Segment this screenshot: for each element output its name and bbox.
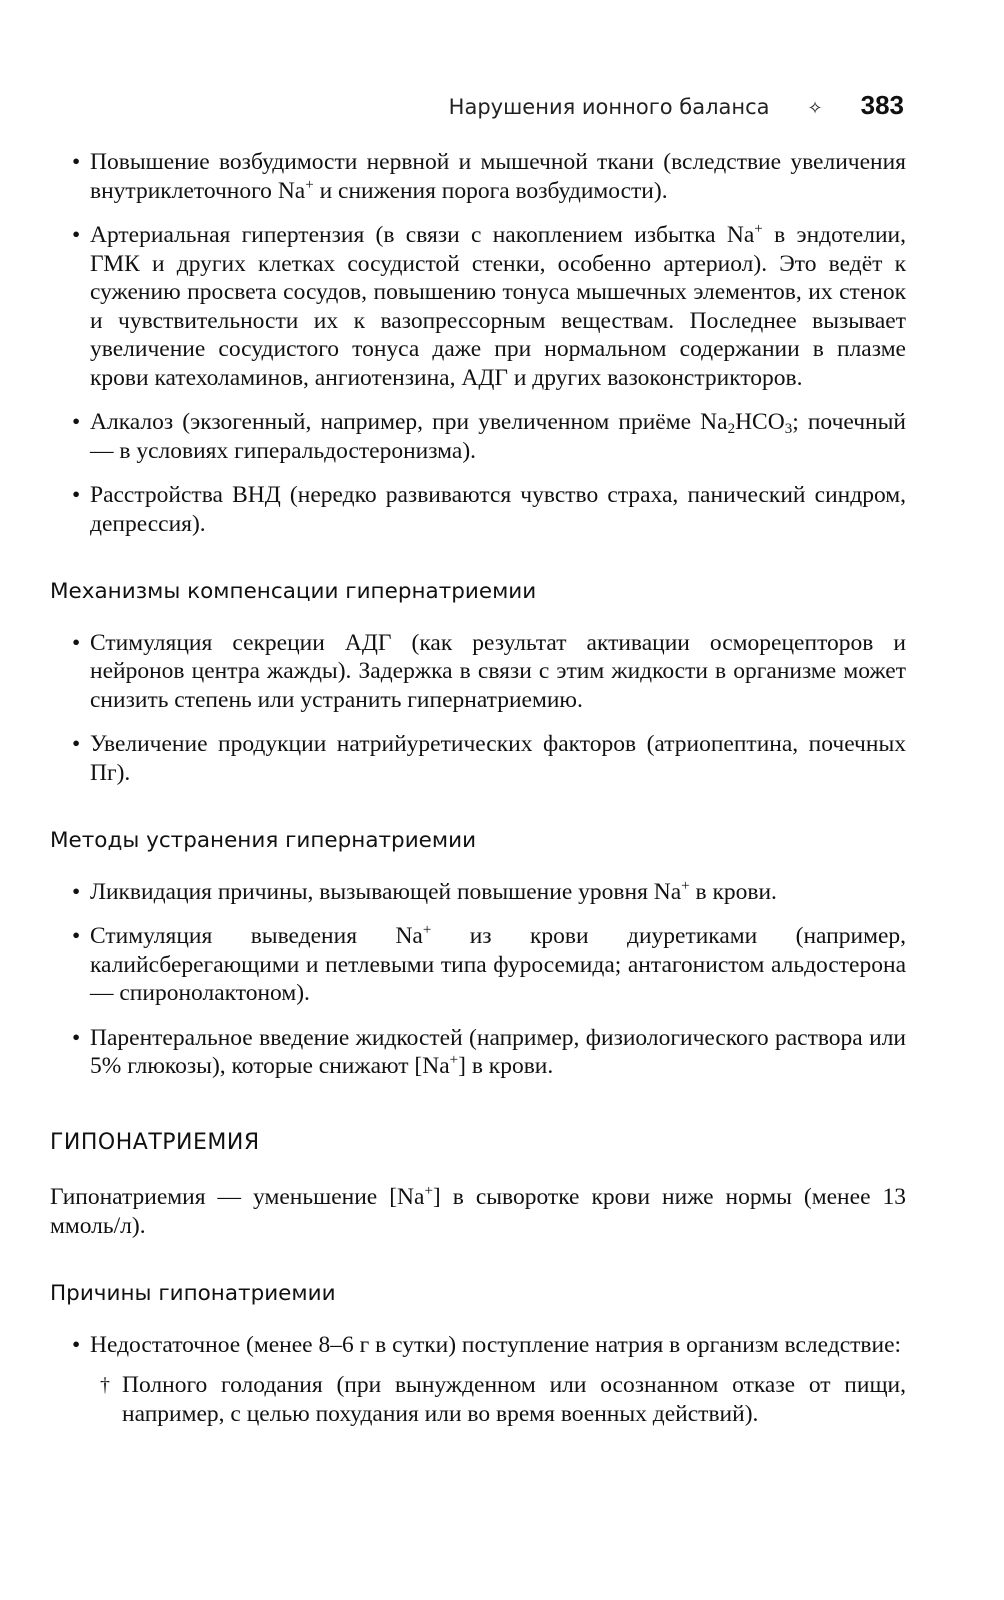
item-text: Стимуляция секреции АДГ (как результат активации осморецепторов и нейронов центра жажды). Задержка в связи с этим жидкости в организме может снизить степень или устранить гипернатриемию. [90, 629, 906, 713]
item-text: Расстройства ВНД (нередко развиваются чувство страха, панический синдром, депрессия). [90, 482, 906, 537]
sodium-ion: Na+ [277, 176, 314, 204]
item-text: из крови диуретиками (например, калийсберегающими и петлевыми типа фуросемида; антагонистом альдостерона — спиронолактоном). [90, 923, 906, 1006]
sodium-ion: Na+ [422, 1052, 459, 1079]
item-text: в эндотелии, ГМК и других клетках сосудистой стенки, особенно артериол). Это ведёт к сужению просвета сосудов, повышению тонуса мышечных элементов, их стенок и чувствительности их к вазопрессорным веществам. Последнее вызывает увеличение сосудистого тонуса даже при нормальном содержании в плазме крови катехоламинов, ангиотензина, АДГ и других вазоконстрикторов. [90, 222, 906, 391]
sodium-ion: Na+ [397, 1183, 433, 1210]
item-text: Повышение возбудимости нервной и мышечной ткани (вследствие увеличения внутриклеточного [90, 149, 906, 204]
subscript: 3 [784, 421, 793, 437]
list-item [50, 1331, 906, 1429]
list-item [50, 148, 906, 205]
item-text: и снижения порога возбудимости). [313, 177, 668, 204]
item-text: в крови. [689, 878, 777, 905]
dagger-marker-icon: † [100, 1374, 110, 1396]
section-heading-compensation: Механизмы компенсации гипернатриемии [50, 579, 537, 604]
item-text: Стимуляция выведения [90, 923, 396, 949]
section-heading-causes: Причины гипонатриемии [50, 1281, 336, 1306]
list-item [50, 1024, 906, 1081]
list-item [50, 221, 906, 392]
item-text: ; почечный — в условиях гиперальдостеронизма). [90, 409, 906, 464]
list-item [50, 878, 906, 907]
paragraph-text: Гипонатриемия — уменьшение [ [50, 1184, 398, 1210]
subscript: 2 [727, 421, 736, 437]
item-text: Ликвидация причины, вызывающей повышение уровня [90, 878, 654, 905]
item-text: Недостаточное (менее 8–6 г в сутки) поступление натрия в организм вследствие: [90, 1331, 902, 1358]
sodium-ion: Na+ [653, 877, 690, 905]
list-item [50, 481, 906, 538]
item-text: Артериальная гипертензия (в связи с накоплением избытка [90, 222, 727, 248]
page-body [50, 148, 906, 1444]
list-item [50, 730, 906, 787]
definition-paragraph [50, 1183, 906, 1240]
section-heading-methods: Методы устранения гипернатриемии [50, 828, 477, 853]
chapter-heading-hyponatremia: ГИПОНАТРИЕМИЯ [50, 1129, 260, 1155]
item-text: Парентеральное введение жидкостей (например, физиологического раствора или 5% глюкозы), которые снижают [ [90, 1024, 906, 1079]
paragraph-text: ] в сыворотке крови ниже нормы (менее 13 ммоль/л). [50, 1184, 906, 1239]
list-item [50, 922, 906, 1008]
item-text: Алкалоз (экзогенный, например, при увеличенном приёме Na [90, 409, 728, 435]
sodium-ion: Na+ [395, 922, 432, 949]
running-title: Нарушения ионного баланса [448, 95, 770, 119]
sub-list-item [86, 1371, 906, 1428]
page-number: 383 [860, 90, 904, 120]
running-header [449, 90, 904, 121]
diamond-separator-icon: ✧ [807, 98, 823, 119]
list-item [50, 408, 906, 465]
sub-item-text: Полного голодания (при вынужденном или осознанном отказе от пищи, например, с целью похудания или во время военных действий). [122, 1372, 906, 1427]
item-text: Увеличение продукции натрийуретических факторов (атриопептина, почечных Пг). [90, 731, 906, 786]
item-text: HCO [735, 409, 785, 435]
sodium-ion: Na+ [726, 221, 763, 248]
item-text: ] в крови. [458, 1053, 554, 1079]
list-item [50, 629, 906, 715]
